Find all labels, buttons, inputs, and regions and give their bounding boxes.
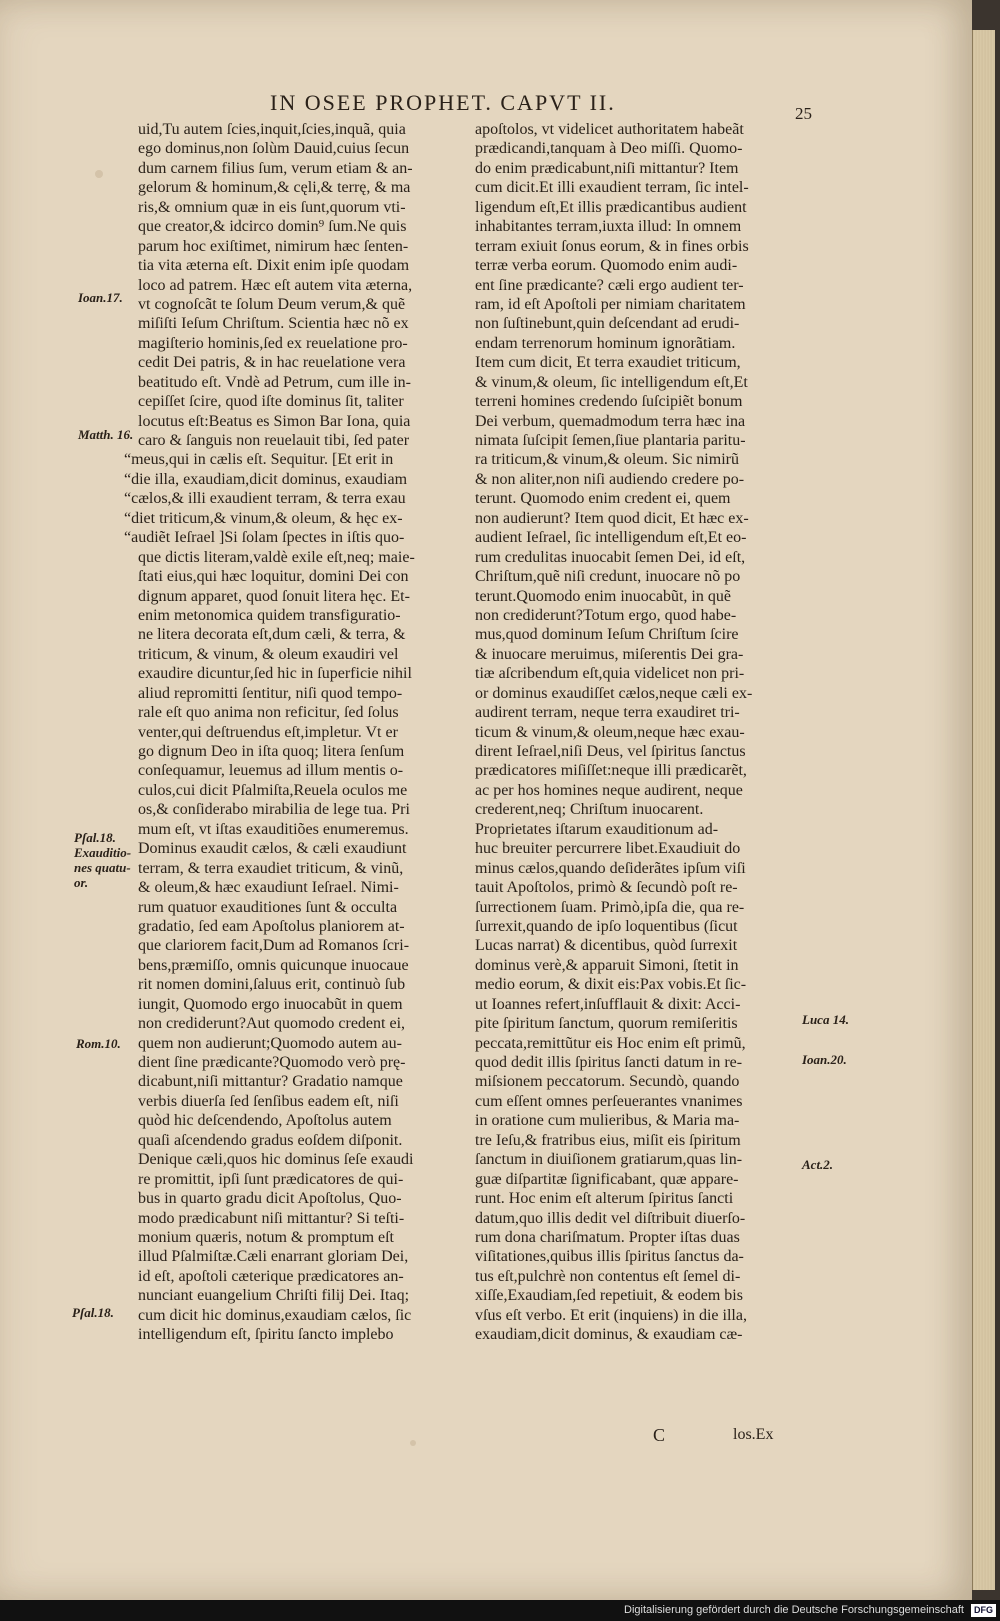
left-column-line: que creator,& idcirco domin⁹ ſum.Ne quis bbox=[138, 218, 407, 236]
left-column-line: & oleum,& hæc exaudiunt Ieſrael. Nimi- bbox=[138, 879, 399, 897]
margin-note-ioan-17: Ioan.17. bbox=[78, 290, 123, 305]
right-column-line: dirent Ieſrael,niſi Deus, vel ſpiritus ſanctus bbox=[475, 743, 746, 760]
left-column-line: quòd hic deſcendendo, Apoſtolus autem bbox=[138, 1112, 392, 1130]
right-column-line: & vinum,& oleum, ſic intelligendum eſt,Et bbox=[475, 373, 748, 391]
right-column-line: quod dedit illis ſpiritus ſancti datum in re- bbox=[475, 1054, 743, 1071]
left-column-line: id eſt, apoſtoli cæterique prædicatores an- bbox=[138, 1267, 404, 1285]
right-column-line: runt. Hoc enim eſt alterum ſpiritus ſancti bbox=[475, 1190, 734, 1208]
left-column-line: ne litera decorata eſt,dum cæli, & terra, & bbox=[138, 626, 406, 644]
right-column-line: terræ verba eorum. Quomodo enim audi- bbox=[475, 257, 738, 275]
left-column-line: dicabunt,niſi mittantur? Gradatio namque bbox=[138, 1073, 403, 1091]
left-column-line: vt cognoſcãt te ſolum Deum verum,& quẽ bbox=[138, 295, 406, 313]
left-column-line: Denique cæli,quos hic dominus ſeſe exaudi bbox=[138, 1151, 414, 1169]
left-column-line: mum eſt, vt iſtas exauditiões enumeremus. bbox=[138, 820, 409, 838]
left-column-line: iungit, Quomodo ergo inuocabũt in quem bbox=[138, 995, 403, 1013]
right-column-line: ram, id eſt Apoſtoli per nimiam charitatem bbox=[475, 295, 746, 313]
right-column-line: huc breuiter percurrere libet.Exaudiuit do bbox=[475, 840, 741, 858]
left-column-line: enim metonomica quidem transfiguratio- bbox=[138, 606, 401, 624]
left-column-line: nunciant euangelium Chriſti filij Dei. Itaq; bbox=[138, 1287, 410, 1305]
right-column-line: tre Ieſu,& fratribus eius, miſit eis ſpiritum bbox=[475, 1131, 741, 1149]
left-column-line: verbis diuerſa ſed ſenſibus eadem eſt, niſi bbox=[138, 1092, 399, 1110]
left-text-column bbox=[124, 120, 464, 1345]
footer-text: Digitalisierung gefördert durch die Deutsche Forschungsgemeinschaft bbox=[624, 1604, 964, 1616]
right-column-line: Proprietates iſtarum exauditionum ad- bbox=[475, 820, 719, 838]
right-column-line: miſsionem peccatorum. Secundò, quando bbox=[475, 1073, 740, 1091]
left-column-line: “die illa, exaudiam,dicit dominus, exaudiam bbox=[124, 470, 408, 488]
right-column-line: Dei verbum, quemadmodum terra hæc ina bbox=[475, 412, 746, 430]
right-column-line: ut Ioannes refert,inſufflauit & dixit: Acci- bbox=[475, 995, 741, 1013]
left-column-line: conſequamur, leuemus ad illum mentis o- bbox=[138, 762, 404, 780]
right-column-line: Chriſtum,quẽ niſi credunt, inuocare nõ po bbox=[475, 568, 741, 586]
left-column-line: dum carnem filius ſum, verum etiam & an- bbox=[138, 159, 413, 177]
left-column-line: dient ſine prædicante?Quomodo verò prę- bbox=[138, 1054, 406, 1071]
right-column-line: prædicandi,tanquam à Deo miſſi. Quomo- bbox=[475, 140, 743, 158]
right-column-line: tauit Apoſtolos, primò & ſecundò poſt re- bbox=[475, 879, 738, 897]
right-column-line: non crediderunt?Totum ergo, quod habe- bbox=[475, 606, 737, 624]
left-column-line: “audiẽt Ieſrael ]Si ſolam ſpectes in iſtis quo- bbox=[124, 529, 405, 547]
left-column-line: que clariorem facit,Dum ad Romanos ſcri- bbox=[138, 937, 410, 955]
left-column-line: intelligendum eſt, ſpiritu ſancto implebo bbox=[138, 1326, 394, 1344]
left-column-line: “cælos,& illi exaudient terram, & terra exau bbox=[124, 490, 406, 508]
right-column-line: terreni homines credendo ſuſcipiẽt bonum bbox=[475, 393, 743, 411]
left-column-line: monium quæris, notum & promptum eſt bbox=[138, 1228, 394, 1246]
left-column-line: rit nomen domini,ſaluus erit, continuò ſub bbox=[138, 976, 406, 994]
left-column-line: rum quatuor exauditiones ſunt & occulta bbox=[138, 898, 398, 916]
digitization-footer bbox=[0, 1600, 1000, 1621]
left-column-line: illud Pſalmiſtæ.Cæli enarrant gloriam Dei, bbox=[138, 1248, 409, 1266]
left-column-line: dignum apparet, quod ſonuit litera hęc. Et- bbox=[138, 587, 410, 605]
left-column-line: Dominus exaudit cælos, & cæli exaudiunt bbox=[138, 840, 407, 858]
right-column-line: terram exiuit ſonus eorum, & in fines orbis bbox=[475, 237, 749, 255]
left-column-line: ego dominus,non ſolùm Dauid,cuius ſecun bbox=[138, 140, 410, 158]
left-column-line: terram, & terra exaudiet triticum, & vinũ, bbox=[138, 859, 404, 877]
left-column-line: locutus eſt:Beatus es Simon Bar Iona, quia bbox=[138, 412, 411, 430]
right-column-line: ſanctum in diuiſionem gratiarum,quas lin- bbox=[475, 1151, 743, 1169]
right-column-line: datum,quo illis dedit vel diſtribuit diuerſo- bbox=[475, 1209, 746, 1227]
right-column-line: ſurrexit,quando de ipſo loquentibus (ſicut bbox=[475, 917, 738, 935]
left-column-line: cedit Dei patris, & in hac reuelatione vera bbox=[138, 354, 406, 372]
right-column-line: endam terrenorum hominum ignorãtiam. bbox=[475, 334, 736, 352]
right-column-line: or dominus exaudiſſet cælos,neque cæli ex- bbox=[475, 684, 753, 702]
right-column-line: do enim prædicabunt,niſi mittantur? Item bbox=[475, 159, 739, 177]
dfg-logo: DFG bbox=[971, 1604, 996, 1617]
page-number: 25 bbox=[795, 104, 812, 123]
right-column-line: non audierunt? Item quod dicit, Et hæc ex- bbox=[475, 509, 749, 527]
margin-note-act-2: Act.2. bbox=[802, 1157, 834, 1172]
right-column-line: ent ſine prædicante? cæli ergo audient ter- bbox=[475, 276, 744, 294]
margin-note-psal-18-exauditiones: Pſal.18. Exauditio- nes quatu- or. bbox=[74, 830, 132, 890]
left-column-line: go dignum Deo in iſta quoq; litera ſenſum bbox=[138, 743, 405, 760]
right-text-column bbox=[475, 120, 815, 1345]
right-column-line: & non aliter,non niſi audiendo credere po- bbox=[475, 470, 745, 488]
right-column-line: guæ diſpartitæ ſignificabant, quæ appare- bbox=[475, 1170, 739, 1188]
right-column-line: audient Ieſrael, ſic intelligendum eſt,Et eo- bbox=[475, 529, 747, 547]
signature-mark: C bbox=[653, 1425, 666, 1445]
left-column-line: exaudire dicuntur,ſed hic in ſuperficie nihil bbox=[138, 665, 412, 683]
left-column-line: gelorum & hominum,& cęli,& terrę, & ma bbox=[138, 179, 411, 197]
right-column-line: ſurrectionem ſuam. Primò,ipſa die, qua re- bbox=[475, 898, 745, 916]
right-column-line: cum dicit.Et illi exaudient terram, ſic intel- bbox=[475, 179, 749, 197]
right-column-line: rum credulitas inuocabit ſemen Dei, id eſt, bbox=[475, 548, 746, 566]
right-column-line: exaudiam,dicit dominus, & exaudiam cæ- bbox=[475, 1326, 743, 1344]
left-column-line: caro & ſanguis non reuelauit tibi, ſed pater bbox=[138, 432, 410, 449]
right-column-line: tiæ aſcribendum eſt,quia videlicet non pri- bbox=[475, 665, 745, 683]
right-column-line: Item cum dicit, Et terra exaudiet triticum, bbox=[475, 354, 741, 372]
left-column-line: aliud repromitti ſentitur, niſi quod tempo- bbox=[138, 684, 403, 702]
right-column-line: xiſſe,Exaudiam,ſed repetiuit, & eodem bis bbox=[475, 1287, 743, 1305]
right-column-line: terunt. Quomodo enim credent ei, quem bbox=[475, 490, 731, 508]
right-column-line: audirent terram, neque terra exaudiret tri- bbox=[475, 704, 740, 722]
left-column-line: magiſterio hominis,ſed ex reuelatione pro- bbox=[138, 334, 408, 352]
margin-note-psal-18: Pſal.18. bbox=[72, 1305, 114, 1320]
right-column-line: ac per hos homines neque audirent, neque bbox=[475, 781, 743, 799]
right-column-line: inhabitantes terram,iuxta illud: In omnem bbox=[475, 218, 742, 236]
right-column-line: pite ſpiritum ſanctum, quorum remiſeritis bbox=[475, 1015, 738, 1033]
left-column-line: “meus,qui in cælis eſt. Sequitur. [Et erit in bbox=[124, 451, 394, 469]
left-column-line: “diet triticum,& vinum,& oleum, & hęc ex- bbox=[124, 509, 403, 527]
right-column-line: peccata,remittũtur eis Hoc enim eſt primũ, bbox=[475, 1034, 746, 1052]
left-column-line: parum hoc exiſtimet, nimirum hæc ſenten- bbox=[138, 237, 409, 255]
left-column-line: venter,qui deſtruendus eſt,impletur. Vt er bbox=[138, 723, 398, 741]
right-column-line: ligendum eſt,Et illis prædicantibus audient bbox=[475, 198, 747, 216]
ink-spot bbox=[95, 170, 103, 178]
right-column-line: rum dona chariſmatum. Propter iſtas duas bbox=[475, 1228, 740, 1246]
left-column-line: bens,præmiſſo, omnis quicunque inuocaue bbox=[138, 956, 409, 974]
left-column-line: cum dicit hic dominus,exaudiam cælos, ſic bbox=[138, 1306, 412, 1324]
right-column-line: mus,quod dominum Ieſum Chriſtum ſcire bbox=[475, 626, 739, 644]
left-column-line: loco ad patrem. Hæc eſt autem vita æterna, bbox=[138, 276, 413, 294]
left-column-line: gradatio, ſed eam Apoſtolus planiorem at- bbox=[138, 917, 405, 935]
left-column-line: non crediderunt?Aut quomodo credent ei, bbox=[138, 1015, 406, 1033]
right-column-line: ra triticum,& vinum,& oleum. Sic nimirũ bbox=[475, 451, 739, 469]
right-column-line: crederent,neq; Chriſtum inuocarent. bbox=[475, 801, 704, 819]
ink-spot bbox=[410, 1440, 416, 1446]
running-head: IN OSEE PROPHET. CAPVT II. bbox=[270, 90, 616, 115]
right-column-line: in oratione cum mulieribus, & Maria ma- bbox=[475, 1112, 740, 1130]
right-column-line: viſitationes,quibus illis ſpiritus ſanctus da- bbox=[475, 1248, 744, 1266]
left-column-line: modo prædicabunt niſi mittantur? Si teſti- bbox=[138, 1209, 405, 1227]
margin-note-matth-16: Matth. 16. bbox=[78, 427, 134, 442]
right-column-line: minus cælos,quando deſiderãtes ipſum viſi bbox=[475, 859, 746, 877]
right-column-line: vſus eſt verbo. Et erit (inquiens) in die illa, bbox=[475, 1306, 747, 1324]
left-column-line: quem non audierunt;Quomodo autem au- bbox=[138, 1034, 402, 1052]
left-column-line: re promittit, ipſi ſunt prædicatores de qui- bbox=[138, 1170, 404, 1188]
left-column-line: os,& conſiderabo mirabilia de lege tua. Pri bbox=[138, 801, 410, 819]
right-column-line: medio eorum, & dixit eis:Pax vobis.Et ſic- bbox=[475, 976, 747, 994]
right-column-line: Lucas narrat) & dicentibus, quòd ſurrexit bbox=[475, 937, 738, 955]
right-column-line: cum eſſent omnes perſeuerantes vnanimes bbox=[475, 1092, 743, 1110]
left-column-line: ris,& omnium quæ in eis ſunt,quorum vti- bbox=[138, 198, 406, 216]
left-column-line: cepiſſet ſcire, quod iſte dominus ſit, taliter bbox=[138, 393, 404, 411]
left-column-line: ſtati eius,qui hæc loquitur, domini Dei con bbox=[138, 568, 409, 586]
left-column-line: tia vita æterna eſt. Dixit enim ipſe quodam bbox=[138, 257, 410, 275]
right-column-line: prædicatores miſiſſet:neque illi prædicarẽt, bbox=[475, 762, 747, 780]
right-column-line: ticum & vinum,& oleum,neque hæc exau- bbox=[475, 723, 745, 741]
page-edges bbox=[972, 30, 995, 1590]
right-column-line: dominus verè,& apparuit Simoni, ſtetit in bbox=[475, 956, 739, 974]
left-column-line: triticum, & vinum, & oleum exaudiri vel bbox=[138, 645, 399, 663]
right-column-line: non ſuſtinebunt,quin deſcendant ad erudi- bbox=[475, 315, 740, 333]
right-column-line: & inuocare meruimus, miſerentis Dei gra- bbox=[475, 645, 744, 663]
left-column-line: culos,cui dicit Pſalmiſta,Reuela oculos me bbox=[138, 781, 408, 799]
left-column-line: beatitudo eſt. Vndè ad Petrum, cum ille in- bbox=[138, 373, 411, 391]
catchword: los.Ex bbox=[733, 1426, 774, 1443]
left-column-line: quaſi aſcendendo gradus eoſdem diſponit. bbox=[138, 1131, 403, 1149]
left-column-line: que dictis literam,valdè exile eſt,neq; maie- bbox=[138, 548, 415, 566]
left-column-line: uid,Tu autem ſcies,inquit,ſcies,inquã, quia bbox=[138, 121, 406, 138]
left-column-line: rale eſt quo anima non reficitur, ſed ſolus bbox=[138, 704, 399, 722]
right-column-line: apoſtolos, vt videlicet authoritatem habeãt bbox=[475, 121, 744, 138]
right-column-line: tus eſt,pulchrè non contentus eſt ſemel di- bbox=[475, 1267, 741, 1285]
left-column-line: miſiſti Ieſum Chriſtum. Scientia hæc nõ ex bbox=[138, 315, 409, 333]
margin-note-rom-10: Rom.10. bbox=[76, 1036, 121, 1051]
margin-note-ioan-20: Ioan.20. bbox=[802, 1052, 847, 1067]
right-column-line: nimata ſuſcipit ſemen,ſiue plantaria paritu- bbox=[475, 432, 746, 449]
left-column-line: bus in quarto gradu dicit Apoſtolus, Quo- bbox=[138, 1190, 402, 1208]
margin-note-luca-14: Luca 14. bbox=[802, 1012, 849, 1027]
right-column-line: terunt.Quomodo enim inuocabũt, in quẽ bbox=[475, 587, 731, 605]
